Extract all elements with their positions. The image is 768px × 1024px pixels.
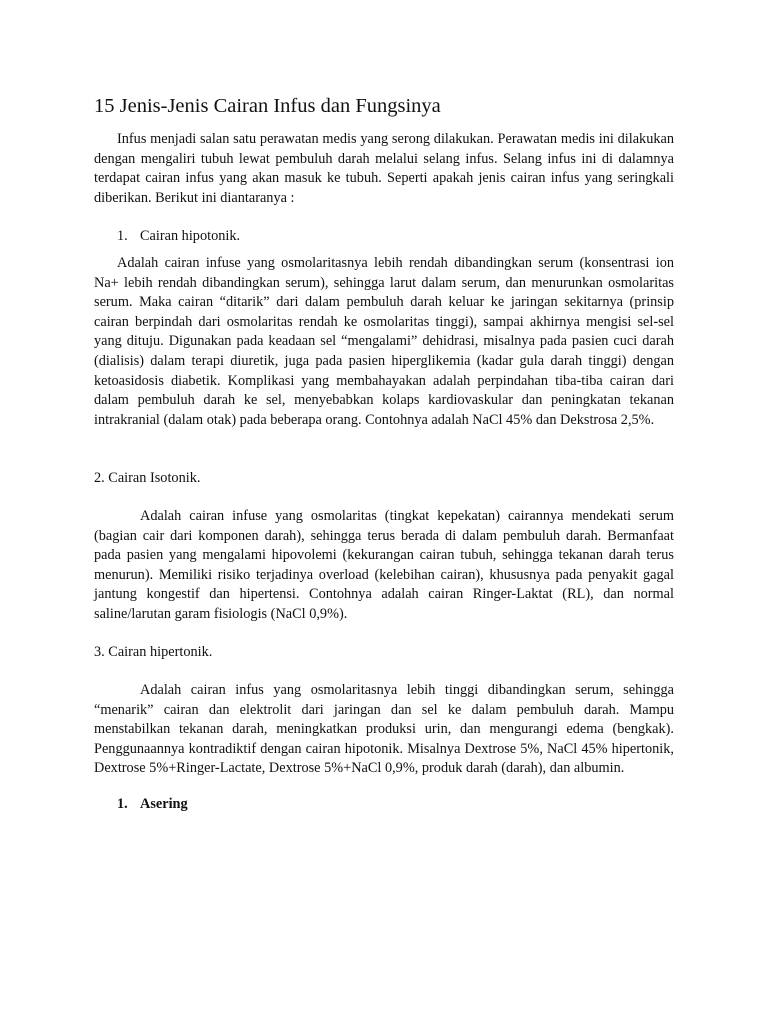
subheading-number: 1. [117,796,128,813]
subheading-label: Asering [140,796,188,813]
intro-paragraph: Infus menjadi salan satu perawatan medis yang serong dilakukan. Perawatan medis ini dilakukan dengan mengaliri tubuh lewat pembuluh darah melalui selang infus. Selang infus ini di dalamnya terdapat cairan infus yang akan masuk ke tubuh. Seperti apakah jenis cairan infus yang seringkali diberikan. Berikut ini diantaranya : [94,131,674,206]
subheading-asering [117,795,674,815]
document-title: 15 Jenis-Jenis Cairan Infus dan Fungsinya [94,95,441,117]
section-hipotonik-body: Adalah cairan infuse yang osmolaritasnya lebih rendah dibandingkan serum (konsentrasi ion Na+ lebih rendah dibandingkan serum), sehingga larut dalam serum, dan menurunkan osmolaritas serum. Maka cairan “ditarik” dari dalam pembuluh darah keluar ke jaringan sekitarnya (prinsip cairan berpindah dari osmolaritas rendah ke osmolaritas tinggi), sampai akhirnya mengisi sel-sel yang dituju. Digunakan pada keadaan sel “mengalami” dehidrasi, misalnya pada pasien cuci darah (dialisis) dalam terapi diuretik, juga pada pasien hiperglikemia (kadar gula darah tinggi) dengan ketoasidosis diabetik. Komplikasi yang membahayakan adalah perpindahan tiba-tiba cairan dari dalam pembuluh darah ke sel, menyebabkan kolaps kardiovaskular dan peningkatan tekanan intrakranial (dalam otak) pada beberapa orang. Contohnya adalah NaCl 45% dan Dekstrosa 2,5%. [94,254,674,428]
section-hipertonik-body: Adalah cairan infus yang osmolaritasnya lebih tinggi dibandingkan serum, sehingga “menarik” cairan dan elektrolit dari jaringan dan sel ke dalam pembuluh darah. Mampu menstabilkan tekanan darah, meningkatkan produksi urin, dan mengurangi edema (bengkak). Penggunaannya kontradiktif dengan cairan hipotonik. Misalnya Dextrose 5%, NaCl 45% hipertonik, Dextrose 5%+Ringer-Lactate, Dextrose 5%+NaCl 0,9%, produk darah (darah), dan albumin. [94,682,674,777]
section-heading-label: Cairan hipotonik. [140,228,241,245]
section-hipertonik-heading: 3. Cairan hipertonik. [94,644,213,661]
section-number: 1. [117,228,128,245]
section-isotonik-heading: 2. Cairan Isotonik. [94,470,201,487]
section-hipotonik-heading [117,227,674,247]
document-page [94,94,674,815]
section-isotonik-body: Adalah cairan infuse yang osmolaritas (tingkat kepekatan) cairannya mendekati serum (bagian cair dari komponen darah), sehingga terus berada di dalam pembuluh darah. Bermanfaat pada pasien yang mengalami hipovolemi (kekurangan cairan tubuh, sehingga tekanan darah terus menurun). Memiliki risiko terjadinya overload (kelebihan cairan), khususnya pada penyakit gagal jantung kongestif dan hipertensi. Contohnya adalah cairan Ringer-Laktat (RL), dan normal saline/larutan garam fisiologis (NaCl 0,9%). [94,507,674,622]
